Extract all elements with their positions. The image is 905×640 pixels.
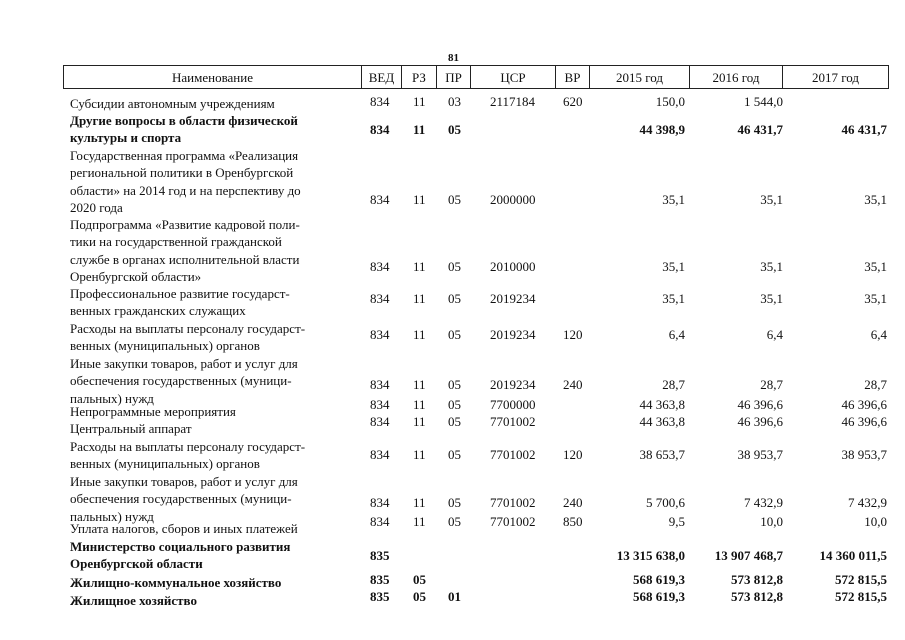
cell-y2016: 573 812,8 [731,589,783,604]
cell-rz: 11 [413,291,426,306]
row-name: Расходы на выплаты персоналу государст- венных (муниципальных) органов [70,321,306,354]
cell-csr: 2117184 [490,94,536,109]
cell-csr: 7700000 [490,397,536,412]
cell-rz: 11 [413,514,426,529]
cell-y2015: 568 619,3 [633,589,685,604]
cell-pr: 05 [448,414,461,429]
cell-y2017: 14 360 011,5 [819,548,887,563]
cell-ved: 834 [370,495,390,510]
cell-pr: 05 [448,377,461,392]
cell-y2015: 28,7 [662,377,685,392]
cell-ved: 835 [370,548,390,563]
cell-ved: 835 [370,572,390,587]
cell-rz: 11 [413,414,426,429]
cell-pr: 05 [448,397,461,412]
cell-ved: 835 [370,589,390,604]
cell-y2016: 46 396,6 [737,397,783,412]
cell-ved: 834 [370,397,390,412]
header-csr: ЦСР [471,66,556,88]
header-vr: ВР [556,66,590,88]
cell-ved: 834 [370,94,390,109]
cell-ved: 834 [370,122,390,137]
cell-rz: 11 [413,327,426,342]
cell-y2017: 7 432,9 [848,495,887,510]
cell-pr: 05 [448,447,461,462]
cell-y2017: 572 815,5 [835,589,887,604]
row-name: Центральный аппарат [70,421,192,436]
cell-pr: 05 [448,122,461,137]
cell-pr: 01 [448,589,461,604]
cell-y2017: 46 396,6 [841,397,887,412]
cell-y2015: 150,0 [655,94,685,109]
cell-y2016: 6,4 [766,327,783,342]
cell-y2016: 10,0 [760,514,783,529]
cell-y2017: 35,1 [864,291,887,306]
cell-y2017: 35,1 [864,192,887,207]
cell-y2015: 44 398,9 [639,122,685,137]
cell-csr: 2019234 [490,327,536,342]
cell-csr: 2010000 [490,259,536,274]
cell-vr: 120 [563,327,583,342]
cell-pr: 05 [448,514,461,529]
header-name: Наименование [64,66,362,88]
cell-pr: 05 [448,495,461,510]
cell-y2017: 46 396,6 [841,414,887,429]
cell-csr: 7701002 [490,414,536,429]
row-name: Уплата налогов, сборов и иных платежей [70,521,298,536]
row-name: Жилищно-коммунальное хозяйство [70,575,282,590]
row-name: Жилищное хозяйство [70,593,197,608]
row-name: Непрограммные мероприятия [70,404,236,419]
cell-rz: 11 [413,495,426,510]
cell-ved: 834 [370,447,390,462]
header-2015: 2015 год [590,66,690,88]
cell-y2015: 35,1 [662,192,685,207]
cell-y2017: 10,0 [864,514,887,529]
cell-y2016: 7 432,9 [744,495,783,510]
cell-vr: 240 [563,377,583,392]
cell-ved: 834 [370,414,390,429]
cell-y2017: 6,4 [870,327,887,342]
table-header [63,65,889,89]
cell-vr: 850 [563,514,583,529]
cell-y2017: 572 815,5 [835,572,887,587]
row-name: Профессиональное развитие государст- венных гражданских служащих [70,286,290,319]
cell-y2015: 35,1 [662,291,685,306]
row-name: Другие вопросы в области физической культуры и спорта [70,113,298,146]
cell-ved: 834 [370,291,390,306]
cell-rz: 11 [413,397,426,412]
cell-y2016: 35,1 [760,259,783,274]
cell-y2016: 35,1 [760,192,783,207]
cell-y2016: 1 544,0 [744,94,783,109]
cell-y2016: 35,1 [760,291,783,306]
cell-ved: 834 [370,327,390,342]
row-name: Подпрограмма «Развитие кадровой поли- тики на государственной гражданской службе в органах исполнительной власти Оренбургской области» [70,217,300,285]
cell-y2015: 13 315 638,0 [616,548,685,563]
cell-csr: 2000000 [490,192,536,207]
cell-vr: 620 [563,94,583,109]
cell-pr: 05 [448,327,461,342]
cell-y2017: 28,7 [864,377,887,392]
header-2017: 2017 год [783,66,889,88]
cell-y2017: 35,1 [864,259,887,274]
cell-y2017: 46 431,7 [841,122,887,137]
cell-pr: 05 [448,192,461,207]
cell-ved: 834 [370,259,390,274]
cell-pr: 05 [448,259,461,274]
row-name: Министерство социального развития Оренбургской области [70,539,291,572]
cell-pr: 05 [448,291,461,306]
row-name: Государственная программа «Реализация региональной политики в Оренбургской области» на 2014 год и на перспективу до 2020 года [70,148,301,216]
cell-rz: 11 [413,122,426,137]
header-2016: 2016 год [690,66,783,88]
header-pr: ПР [437,66,471,88]
cell-y2015: 38 653,7 [639,447,685,462]
cell-pr: 03 [448,94,461,109]
header-rz: РЗ [402,66,437,88]
cell-ved: 834 [370,514,390,529]
cell-rz: 11 [413,94,426,109]
row-name: Иные закупки товаров, работ и услуг для обеспечения государственных (муници- пальных) нужд [70,474,298,524]
cell-y2015: 44 363,8 [639,414,685,429]
cell-y2016: 46 396,6 [737,414,783,429]
cell-y2015: 35,1 [662,259,685,274]
header-ved: ВЕД [362,66,402,88]
cell-rz: 11 [413,259,426,274]
cell-y2016: 573 812,8 [731,572,783,587]
cell-y2015: 9,5 [668,514,685,529]
cell-y2017: 38 953,7 [841,447,887,462]
cell-vr: 240 [563,495,583,510]
cell-ved: 834 [370,377,390,392]
cell-rz: 05 [413,572,426,587]
cell-ved: 834 [370,192,390,207]
cell-csr: 7701002 [490,514,536,529]
page-number: 81 [448,52,459,64]
cell-y2016: 28,7 [760,377,783,392]
cell-csr: 2019234 [490,291,536,306]
cell-vr: 120 [563,447,583,462]
row-name: Субсидии автономным учреждениям [70,96,275,111]
row-name: Иные закупки товаров, работ и услуг для обеспечения государственных (муници- пальных) нужд [70,356,298,406]
cell-y2016: 38 953,7 [737,447,783,462]
cell-csr: 7701002 [490,495,536,510]
cell-y2015: 44 363,8 [639,397,685,412]
cell-rz: 11 [413,447,426,462]
row-name: Расходы на выплаты персоналу государст- венных (муниципальных) органов [70,439,306,472]
cell-y2015: 568 619,3 [633,572,685,587]
cell-rz: 05 [413,589,426,604]
cell-y2015: 6,4 [668,327,685,342]
cell-y2016: 13 907 468,7 [714,548,783,563]
cell-csr: 2019234 [490,377,536,392]
cell-rz: 11 [413,192,426,207]
cell-rz: 11 [413,377,426,392]
cell-csr: 7701002 [490,447,536,462]
cell-y2015: 5 700,6 [646,495,685,510]
cell-y2016: 46 431,7 [737,122,783,137]
